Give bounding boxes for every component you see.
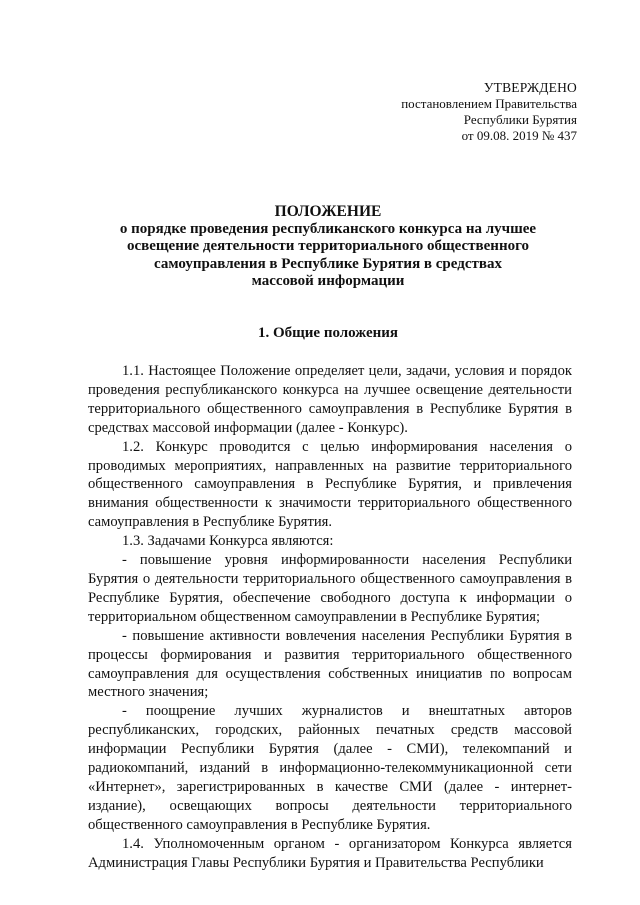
document-title: ПОЛОЖЕНИЕ [274, 203, 382, 220]
task-item-3: - поощрение лучших журналистов и внештатных авторов республиканских, городских, районных печатных средств массовой информации Республики Бурятия (далее - СМИ), телекомпаний и радиокомпаний, изданий в информационно-телекоммуникационной сети «Интернет», зарегистрированных в качестве СМИ (далее - интернет-издание), освещающих вопросы деятельности территориального общественного самоуправления в Республике Бурятия. [88, 703, 572, 833]
document-title-block [80, 203, 576, 291]
approval-stamp-block [401, 80, 577, 144]
approval-line-2: Республики Бурятия [463, 112, 577, 127]
task-item-1: - повышение уровня информированности населения Республики Бурятия о деятельности территориального общественного самоуправления в Республике Бурятия, обеспечение свободного доступа к информации о территориальном общественном самоуправлении в Республике Бурятия; [88, 552, 572, 625]
document-subtitle-line-1: о порядке проведения республиканского конкурса на лучшее [119, 220, 537, 237]
section-heading: 1. Общие положения [257, 325, 399, 341]
paragraph-1-1: 1.1. Настоящее Положение определяет цели, задачи, условия и порядок проведения республиканского конкурса на лучшее освещение деятельности территориального общественного самоуправления в Республике Бурятия в средствах массовой информации (далее - Конкурс). [88, 363, 572, 436]
paragraph-1-3: 1.3. Задачами Конкурса являются: [122, 533, 334, 550]
document-subtitle-line-4: массовой информации [251, 273, 405, 289]
document-subtitle-line-2: освещение деятельности территориального общественного [126, 238, 530, 254]
paragraph-1-2: 1.2. Конкурс проводится с целью информирования населения о проводимых мероприятиях, направленных на развитие территориального общественного самоуправления в Республике Бурятия, и привлечения внимания общественности к значимости территориального общественного самоуправления в Республике Бурятия. [88, 438, 572, 531]
approval-line-1: постановлением Правительства [401, 96, 577, 111]
approval-title: УТВЕРЖДЕНО [483, 80, 577, 95]
document-body [88, 362, 572, 872]
task-item-2: - повышение активности вовлечения населения Республики Бурятия в процессы формирования и развития территориального общественного самоуправления для осуществления собственных инициатив по вопросам местного значения; [88, 627, 572, 701]
paragraph-1-4: 1.4. Уполномоченным органом - организатором Конкурса является Администрация Главы Республики Бурятия и Правительства Республики [88, 835, 572, 871]
approval-line-3: от 09.08. 2019 № 437 [461, 128, 577, 143]
document-subtitle-line-3: самоуправления в Республике Бурятия в средствах [154, 255, 502, 272]
